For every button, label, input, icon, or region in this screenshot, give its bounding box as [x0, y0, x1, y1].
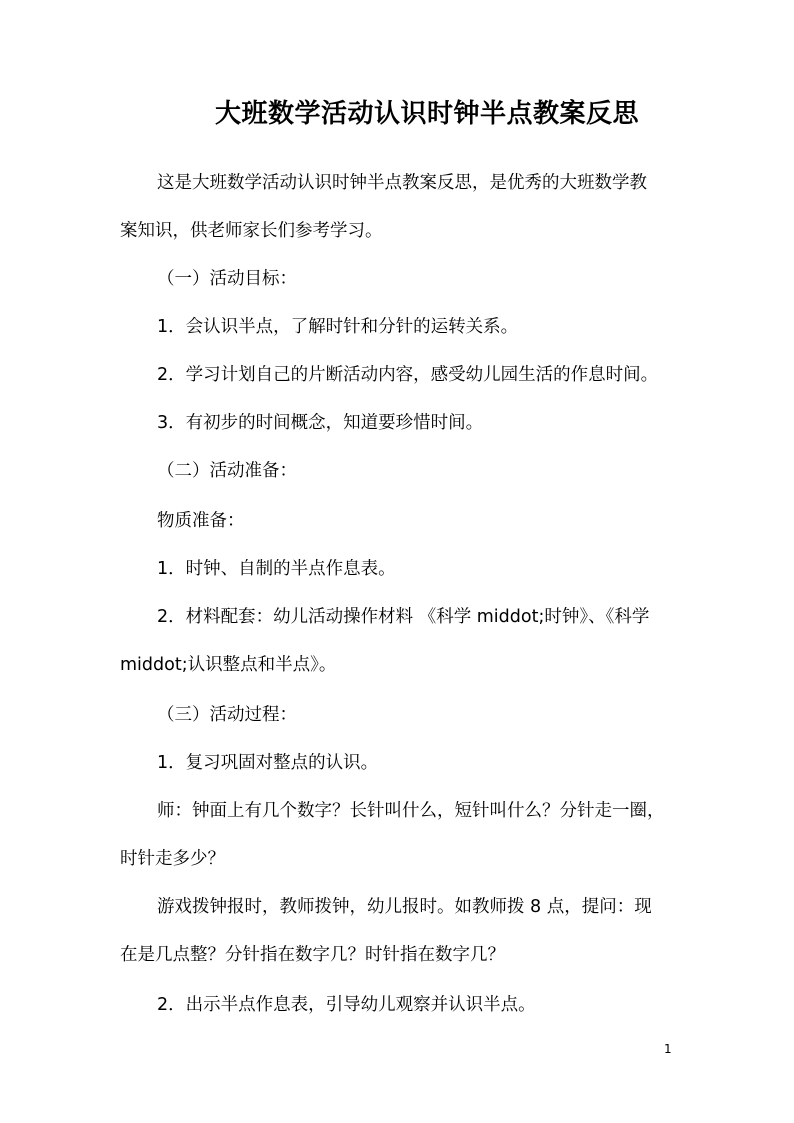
teacher-question-line-2: 时针走多少？ [120, 849, 225, 869]
preparation-item-1: 1．时钟、自制的半点作息表。 [157, 559, 396, 579]
goal-item-2: 2．学习计划自己的片断活动内容，感受幼儿园生活的作息时间。 [157, 365, 659, 385]
game-description-line-1: 游戏拨钟报时，教师拨钟，幼儿报时。如教师拨 8 点，提问：现 [157, 897, 652, 917]
document-title: 大班数学活动认识时钟半点教案反思 [214, 99, 639, 129]
preparation-subheading: 物质准备： [157, 511, 245, 531]
goal-item-1: 1．会认识半点，了解时针和分针的运转关系。 [157, 317, 519, 337]
paragraph-intro-line-1: 这是大班数学活动认识时钟半点教案反思，是优秀的大班数学教 [157, 173, 647, 193]
game-description-line-2: 在是几点整？分针指在数字几？时针指在数字几？ [120, 945, 505, 965]
process-step-1: 1．复习巩固对整点的认识。 [157, 753, 379, 773]
paragraph-intro-line-2: 案知识，供老师家长们参考学习。 [120, 221, 383, 241]
page-number: 1 [664, 1042, 672, 1056]
preparation-item-2-line-2: middot;认识整点和半点》。 [120, 655, 337, 675]
section-heading-goals: （一）活动目标： [157, 269, 297, 289]
section-heading-process: （三）活动过程： [157, 705, 297, 725]
teacher-question-line-1: 师：钟面上有几个数字？长针叫什么，短针叫什么？分针走一圈， [157, 801, 665, 821]
goal-item-3: 3．有初步的时间概念，知道要珍惜时间。 [157, 413, 484, 433]
process-step-2: 2．出示半点作息表，引导幼儿观察并认识半点。 [157, 995, 536, 1015]
section-heading-preparation: （二）活动准备： [157, 461, 297, 481]
preparation-item-2-line-1: 2．材料配套：幼儿活动操作材料 《科学 middot;时钟》、《科学 [157, 607, 650, 627]
